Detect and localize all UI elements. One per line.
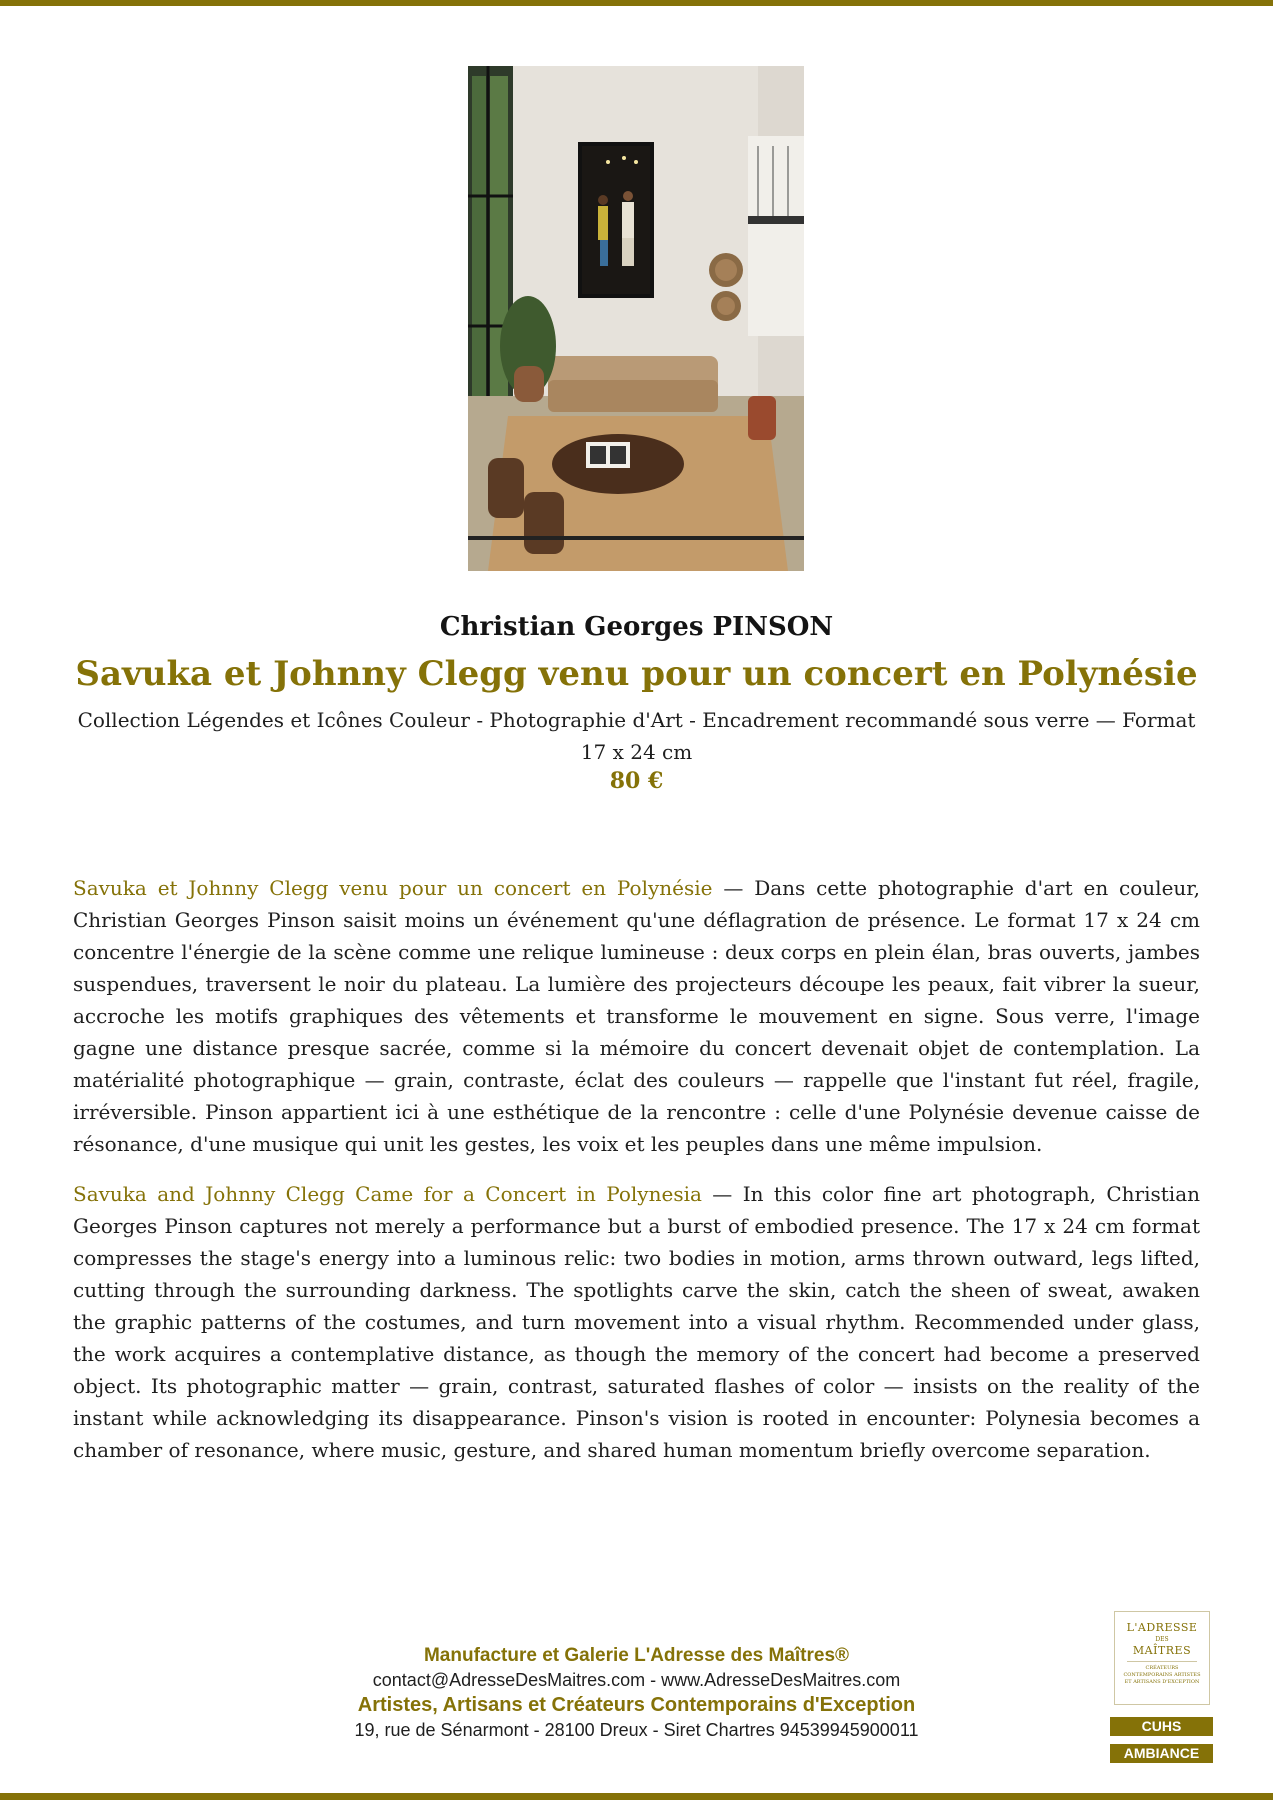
footer-address: 19, rue de Sénarmont - 28100 Dreux - Siret Chartres 94539945900011 <box>354 1720 919 1740</box>
badge-cuhs: CUHS <box>1110 1717 1213 1736</box>
bottom-border-bar <box>0 1793 1273 1800</box>
badge-ambiance: AMBIANCE <box>1110 1744 1213 1763</box>
description-english-text: — In this color fine art photograph, Christian Georges Pinson captures not merely a performance but a burst of embodied presence. The 17 x 24 cm format compresses the stage's energy into a luminous relic: two bodies in motion, arms thrown outward, legs lifted, cutting through the surrounding darkness. The spotlights carve the skin, catch the sheen of sweat, awaken the graphic patterns of the costumes, and turn movement into a visual rhythm. Recommended under glass, the work acquires a contemplative distance, as though the memory of the concert had become a preserved object. Its photographic matter — grain, contrast, saturated flashes of color — insists on the reality of the instant while acknowledging its disappearance. Pinson's vision is rooted in encounter: Polynesia becomes a chamber of resonance, where music, gesture, and shared human momentum briefly overcome separation. <box>73 1182 1200 1462</box>
logo-line-4: CRÉATEURS CONTEMPORAINS ARTISTES ET ARTISANS D'EXCEPTION <box>1123 1665 1201 1685</box>
description-french-text: — Dans cette photographie d'art en couleur, Christian Georges Pinson saisit moins un événement qu'une déflagration de présence. Le format 17 x 24 cm concentre l'énergie de la scène comme une relique lumineuse : deux corps en plein élan, bras ouverts, jambes suspendues, traversent le noir du plateau. La lumière des projecteurs découpe les peaux, fait vibrer la sueur, accroche les motifs graphiques des vêtements et transforme le mouvement en signe. Sous verre, l'image gagne une distance presque sacrée, comme si la mémoire du concert devenait objet de contemplation. La matérialité photographique — grain, contraste, éclat des couleurs — rappelle que l'instant fut réel, fragile, irréversible. Pinson appartient ici à une esthétique de la rencontre : celle d'une Polynésie devenue caisse de résonance, d'une musique qui unit les gestes, les voix et les peuples dans une même impulsion. <box>73 876 1201 1156</box>
footer-company: Manufacture et Galerie L'Adresse des Maîtres® <box>423 1645 850 1666</box>
footer-contact: contact@AdresseDesMaitres.com - www.AdresseDesMaitres.com <box>372 1670 901 1690</box>
description-french <box>73 872 1200 1160</box>
logo-divider <box>1127 1661 1197 1662</box>
logo-line-3: MAÎTRES <box>1132 1644 1192 1657</box>
description-english <box>73 1178 1200 1466</box>
artist-name: Christian Georges PINSON <box>439 612 834 642</box>
footer-tagline: Artistes, Artisans et Créateurs Contemporains d'Exception <box>357 1694 916 1716</box>
artwork-price: 80 € <box>609 768 664 794</box>
artwork-subtitle: Collection Légendes et Icônes Couleur - Photographie d'Art - Encadrement recommandé sous verre — Format 17 x 24 cm <box>77 708 1196 764</box>
description-english-lead: Savuka and Johnny Clegg Came for a Concert in Polynesia <box>73 1182 702 1206</box>
top-border-bar <box>0 0 1273 6</box>
artwork-title: Savuka et Johnny Clegg venu pour un concert en Polynésie <box>75 654 1198 694</box>
footer <box>0 1643 1273 1742</box>
interior-scene-illustration <box>468 66 804 571</box>
description-french-lead: Savuka et Johnny Clegg venu pour un concert en Polynésie <box>73 876 713 900</box>
artwork-room-photo <box>468 66 804 571</box>
gallery-logo <box>1114 1611 1210 1705</box>
logo-line-1: L'ADRESSE <box>1126 1621 1198 1634</box>
logo-line-2: DES <box>1155 1636 1169 1643</box>
